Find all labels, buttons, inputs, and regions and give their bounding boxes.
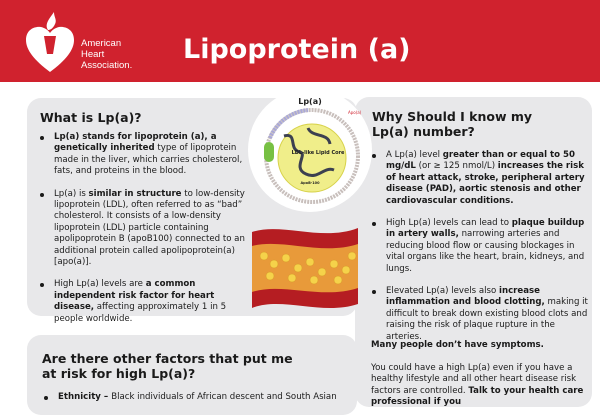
text-run: High Lp(a) levels are (54, 279, 146, 290)
text-run: increases the risk of heart attack, stroke, peripheral artery disease (PAD), aortic stenosis and other cardiovascular conditions. (386, 161, 585, 206)
lpa-particle-illustration (248, 88, 372, 212)
text-run: increase inflammation and blood clotting, (386, 286, 545, 308)
svg-text:ApoB-100: ApoB-100 (300, 181, 320, 185)
lpa-diagram (248, 88, 372, 212)
text-run: Ethnicity – (58, 392, 112, 402)
text-run: Talk to your health care professional if you (371, 385, 584, 408)
symptoms-text (371, 363, 586, 409)
artery-plaque-illustration (252, 222, 358, 310)
bullet-item (370, 218, 590, 275)
text-run: greater than or equal to 50 mg/dL (386, 150, 575, 172)
what-heading: What is Lp(a)? (40, 110, 142, 125)
text-run: A Lp(a) level (386, 150, 443, 160)
text-run: You could have a high Lp(a) even if you have a healthy lifestyle and all other heart disease risk factors are controlled. (371, 363, 577, 396)
text-run: Lp(a) is (54, 188, 89, 199)
factors-bullets (42, 392, 342, 414)
bullet-item (38, 279, 256, 325)
bullet-item (42, 392, 342, 403)
text-run: a common independent risk factor for heart disease, (54, 279, 215, 313)
why-heading: Why Should I know my Lp(a) number? (372, 109, 533, 139)
org-name: American Heart Association. (81, 38, 133, 71)
diagram-title: Lp(a) (298, 97, 322, 106)
text-run: genetically inherited (54, 143, 155, 154)
bullet-item (370, 286, 590, 343)
bullet-item (370, 150, 590, 207)
page-title: Lipoprotein (a) (183, 34, 411, 65)
what-bullets (38, 132, 256, 336)
text-run: Black individuals of African descent and South Asian (111, 392, 337, 402)
symptoms-heading: Many people don’t have symptoms. (371, 340, 544, 350)
text-run: to low-density lipoprotein (LDL), often referred to as “bad” cholesterol. It consists of a low-density lipoprotein (LDL) particle containing apolipoprotein B (apoB100) connected to an additional protein called apolipoprotein(a) [apo(a)]. (54, 188, 245, 268)
text-run: type of lipoprotein made in the liver, which carries cholesterol, fats, and proteins in the blood. (54, 143, 243, 177)
text-run: narrowing arteries and reducing blood flow or causing blockages in vital organs like the heart, brain, kidneys, and lungs. (386, 229, 585, 274)
svg-text:LDL-like Lipid Core: LDL-like Lipid Core (291, 150, 345, 156)
text-run: Lp(a) stands for lipoprotein (a), a (54, 132, 217, 142)
text-run: affecting approximately 1 in 5 people worldwide. (54, 302, 227, 324)
factors-heading: Are there other factors that put me at risk for high Lp(a)? (42, 351, 293, 381)
text-run: Elevated Lp(a) levels also (386, 286, 500, 297)
text-run: High Lp(a) levels can lead to (386, 218, 512, 229)
text-run: similar in structure (88, 188, 182, 199)
bullet-item (38, 189, 256, 269)
text-run: (or ≥ 125 nmol/L) (415, 161, 498, 172)
bullet-item (38, 132, 256, 178)
aha-heart-torch-logo (24, 10, 76, 74)
text-run: making it difficult to break down existing blood clots and raising the risk of plaque rupture in the arteries. (386, 297, 588, 342)
why-bullets (370, 150, 590, 354)
svg-text:Apo(a): Apo(a) (348, 110, 362, 115)
text-run: plaque buildup in artery walls, (386, 218, 585, 240)
header-banner (0, 0, 600, 82)
